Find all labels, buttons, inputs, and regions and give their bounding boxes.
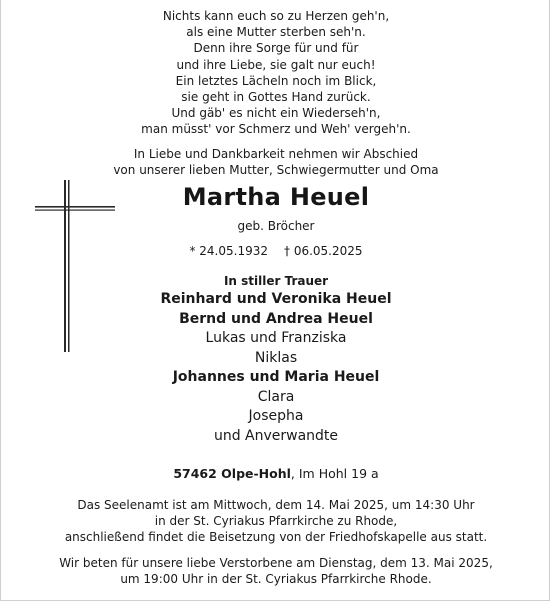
address-street: , Im Hohl 19 a — [290, 466, 379, 481]
address-place: 57462 Olpe-Hohl — [173, 466, 291, 481]
maiden-name: geb. Bröcher — [237, 219, 315, 233]
prayer-line: um 19:00 Uhr in der St. Cyriakus Pfarrkirche Rhode. — [120, 572, 432, 586]
service-line: anschließend findet die Beisetzung von der Friedhofskapelle aus statt. — [64, 530, 488, 544]
birth-date: * 24.05.1932 — [189, 244, 268, 258]
mourner-line: Josepha — [248, 408, 304, 424]
mourner-line: Johannes und Maria Heuel — [172, 369, 380, 385]
mourner-line: Reinhard und Veronika Heuel — [160, 291, 392, 307]
mourner-line: und Anverwandte — [213, 427, 339, 444]
family-address — [1, 466, 550, 481]
poem-line: Ein letztes Lächeln noch im Blick, — [175, 73, 377, 88]
life-dates — [1, 244, 550, 258]
poem-line: und ihre Liebe, sie galt nur euch! — [176, 57, 376, 72]
deceased-name: Martha Heuel — [182, 183, 370, 211]
mourner-line: Niklas — [254, 349, 298, 366]
poem-line: sie geht in Gottes Hand zurück. — [181, 90, 371, 104]
intro-line: In Liebe und Dankbarkeit nehmen wir Abschied — [133, 147, 419, 161]
poem-line: man müsst' vor Schmerz und Weh' vergeh'n. — [141, 122, 411, 137]
poem-line: Und gäb' es nicht ein Wiederseh'n, — [171, 106, 381, 121]
death-date: † 06.05.2025 — [284, 244, 363, 258]
poem-line: Nichts kann euch so zu Herzen geh'n, — [162, 9, 390, 23]
mourner-line: Clara — [257, 388, 295, 405]
poem-line: Denn ihre Sorge für und für — [193, 41, 359, 56]
service-line: in der St. Cyriakus Pfarrkirche zu Rhode, — [154, 514, 398, 528]
mourner-line: Lukas und Franziska — [205, 330, 347, 346]
mourners-heading: In stiller Trauer — [223, 274, 329, 288]
prayer-line: Wir beten für unsere liebe Verstorbene am Dienstag, dem 13. Mai 2025, — [59, 556, 493, 570]
mourner-line: Bernd und Andrea Heuel — [179, 310, 373, 327]
poem-line: als eine Mutter sterben seh'n. — [186, 25, 366, 40]
intro-line: von unserer lieben Mutter, Schwiegermutter und Oma — [113, 163, 439, 177]
service-line: Das Seelenamt ist am Mittwoch, dem 14. Mai 2025, um 14:30 Uhr — [77, 498, 475, 512]
